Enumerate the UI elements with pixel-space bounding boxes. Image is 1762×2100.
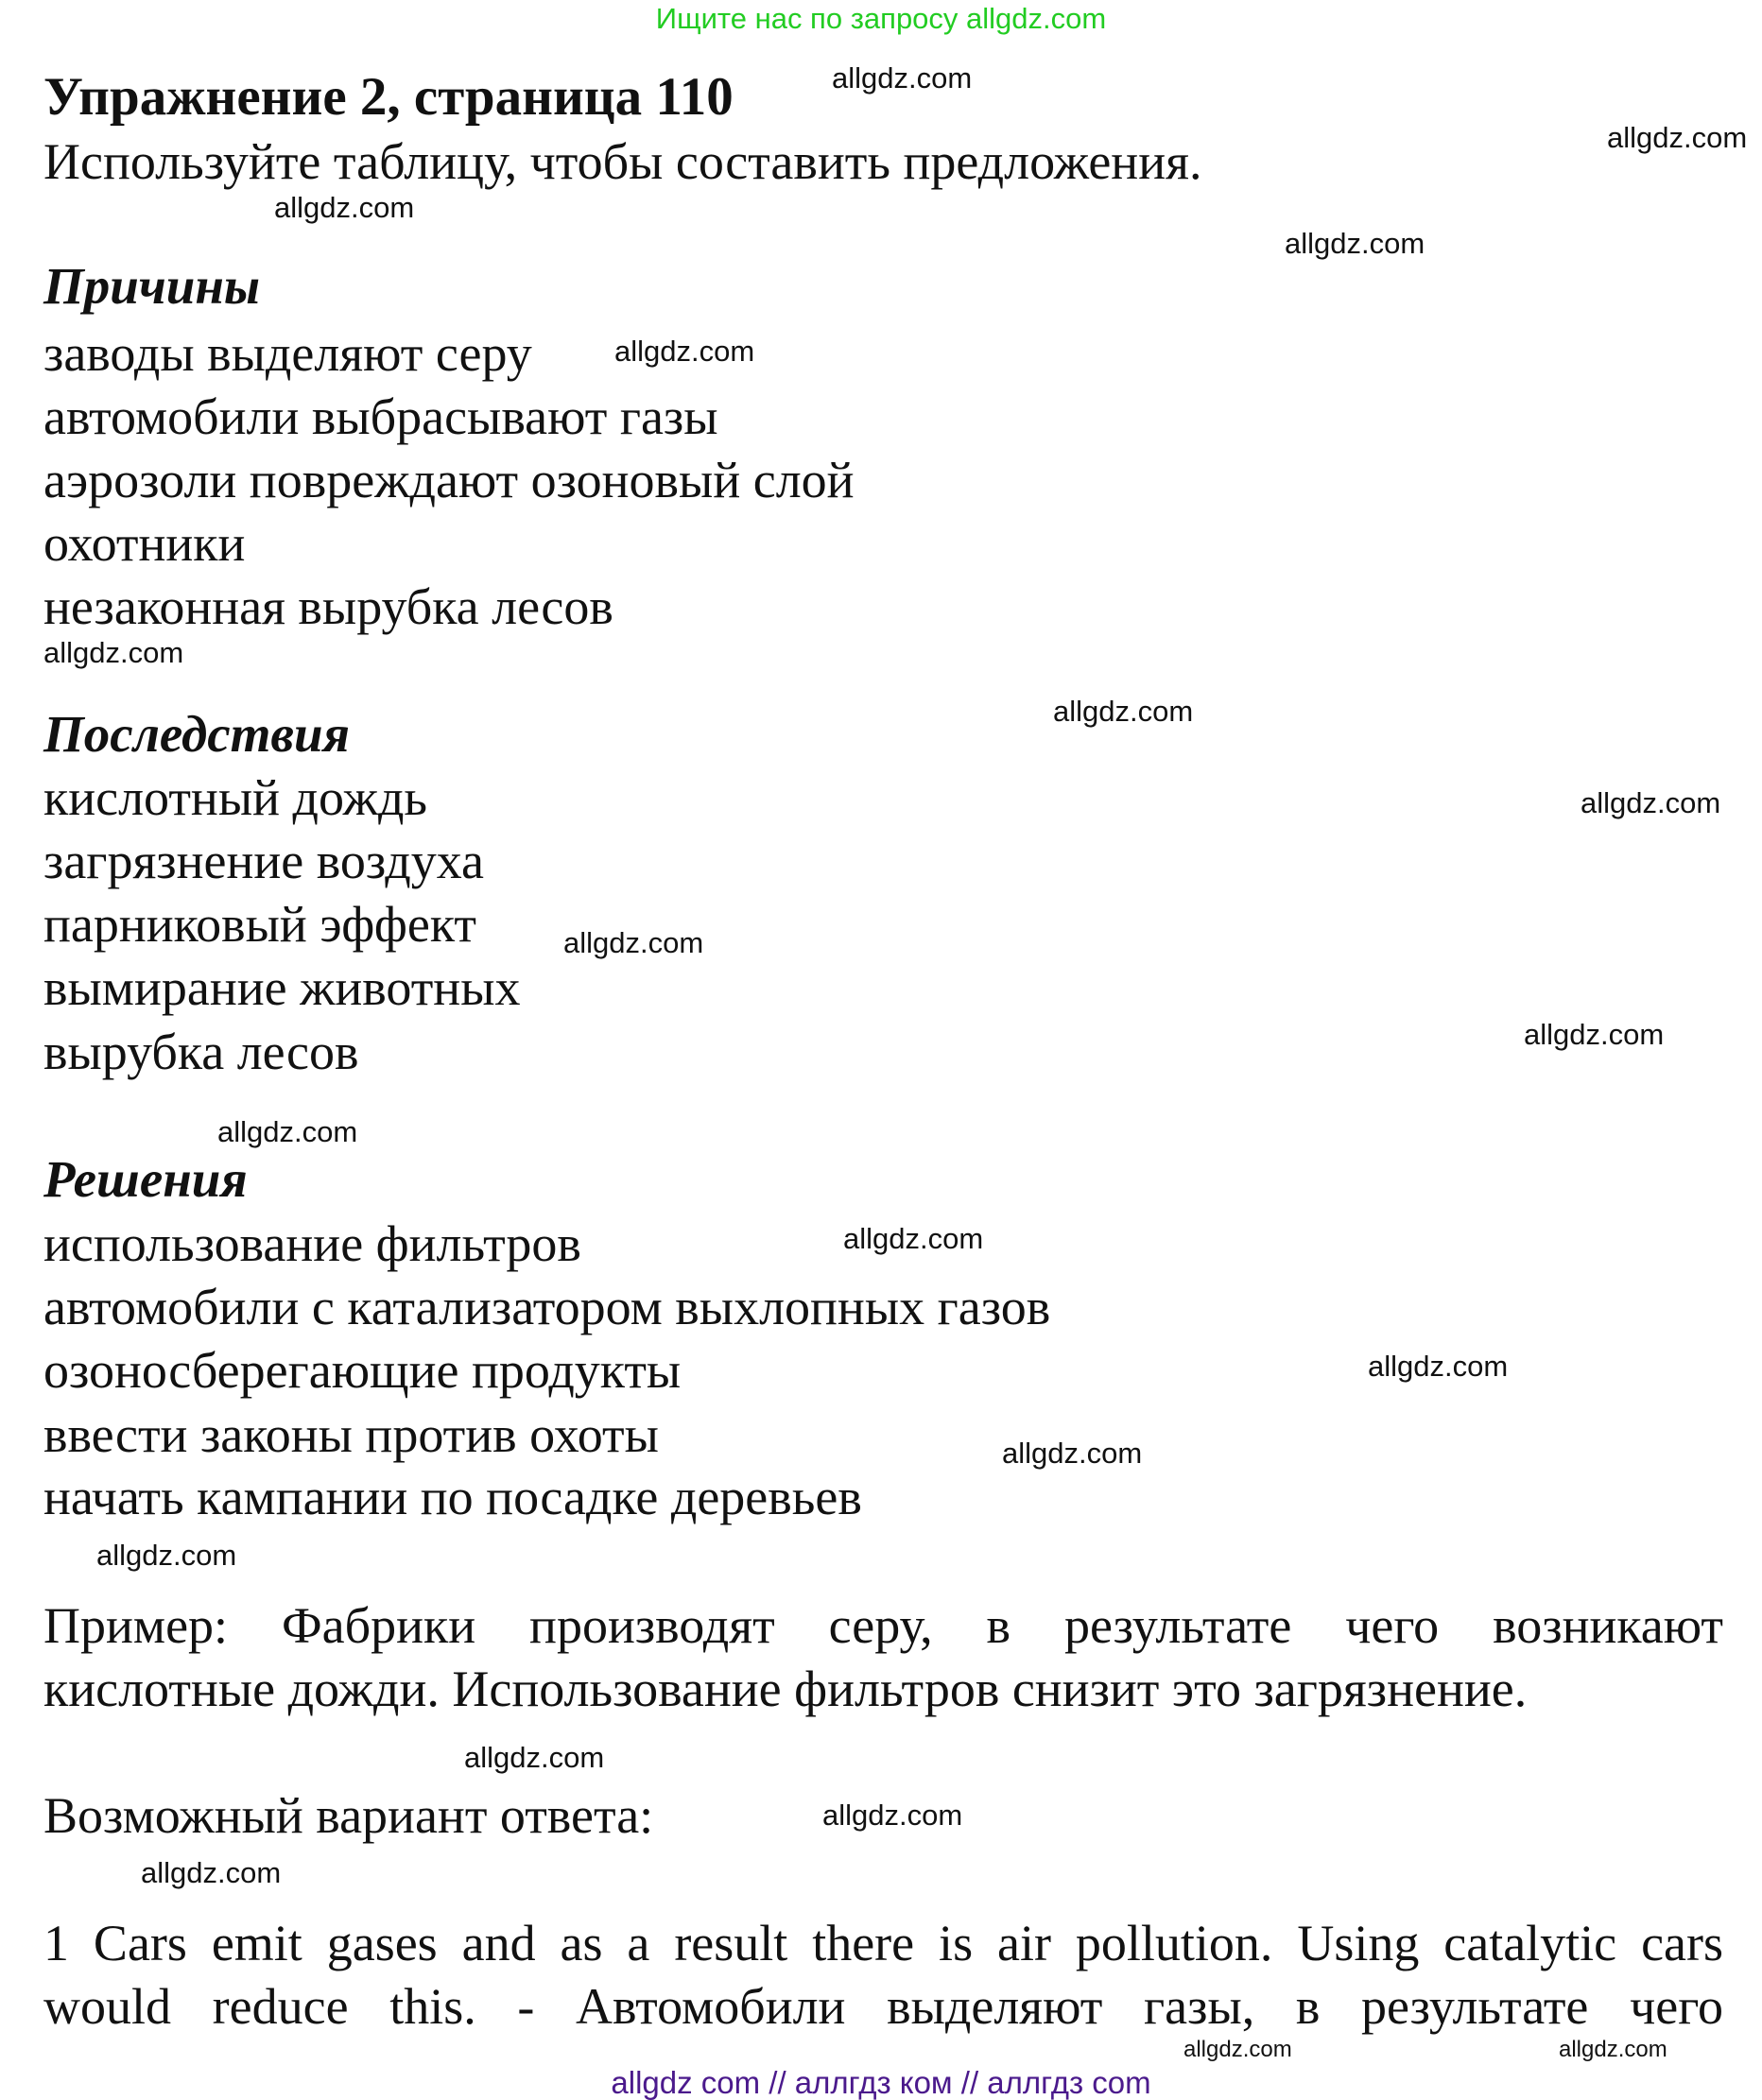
watermark: allgdz.com [1581, 786, 1721, 819]
solution-item: автомобили с катализатором выхлопных газов [43, 1279, 1051, 1335]
solution-item: начать кампании по посадке деревьев [43, 1469, 862, 1525]
watermark: allgdz.com [1285, 227, 1425, 260]
watermark: allgdz.com [1607, 121, 1748, 154]
effect-item: кислотный дождь [43, 769, 428, 826]
solution-item: использование фильтров [43, 1215, 581, 1272]
cause-item: аэрозоли повреждают озоновый слой [43, 452, 855, 508]
answer-label: Возможный вариант ответа: [43, 1787, 654, 1844]
page-title: Упражнение 2, страница 110 [43, 67, 734, 127]
effects-heading: Последствия [43, 705, 350, 763]
watermark: allgdz.com [1183, 2037, 1292, 2062]
watermark: allgdz.com [217, 1115, 358, 1148]
effect-item: вымирание животных [43, 959, 521, 1016]
cause-item: незаконная вырубка лесов [43, 578, 613, 635]
watermark: allgdz.com [274, 191, 415, 224]
causes-heading: Причины [43, 257, 261, 315]
watermark: allgdz.com [1002, 1437, 1143, 1470]
search-banner: Ищите нас по запросу allgdz.com [655, 2, 1107, 35]
watermark: allgdz.com [1524, 1018, 1665, 1051]
watermark: allgdz.com [832, 61, 973, 95]
cause-item: автомобили выбрасывают газы [43, 388, 718, 445]
example-line: Пример: Фабрики производят серу, в результате чего возникают [43, 1597, 1723, 1654]
effect-item: вырубка лесов [43, 1024, 359, 1080]
watermark: allgdz.com [141, 1856, 282, 1889]
cause-item: охотники [43, 515, 246, 572]
example-line: кислотные дожди. Использование фильтров снизит это загрязнение. [43, 1661, 1528, 1717]
cause-item: заводы выделяют серу [43, 325, 532, 382]
watermark: allgdz.com [1368, 1350, 1509, 1383]
footer-links: allgdz com // аллгдз ком // аллгдз com [611, 2065, 1151, 2100]
watermark: allgdz.com [43, 636, 184, 669]
effect-item: загрязнение воздуха [43, 833, 484, 889]
solution-item: озоносберегающие продукты [43, 1342, 682, 1399]
watermark: allgdz.com [96, 1539, 237, 1572]
watermark: allgdz.com [614, 335, 755, 368]
solution-item: ввести законы против охоты [43, 1406, 659, 1463]
watermark: allgdz.com [563, 926, 704, 959]
solutions-heading: Решения [43, 1150, 248, 1208]
watermark: allgdz.com [822, 1799, 963, 1832]
instruction: Используйте таблицу, чтобы составить предложения. [43, 133, 1202, 190]
watermark: allgdz.com [464, 1741, 605, 1774]
watermark: allgdz.com [1053, 695, 1194, 728]
answer-line: would reduce this. - Автомобили выделяют газы, в результате чего [43, 1978, 1723, 2035]
watermark: allgdz.com [1559, 2037, 1667, 2062]
watermark: allgdz.com [843, 1222, 984, 1255]
answer-line: 1 Cars emit gases and as a result there is air pollution. Using catalytic cars [43, 1915, 1723, 1971]
effect-item: парниковый эффект [43, 896, 476, 953]
